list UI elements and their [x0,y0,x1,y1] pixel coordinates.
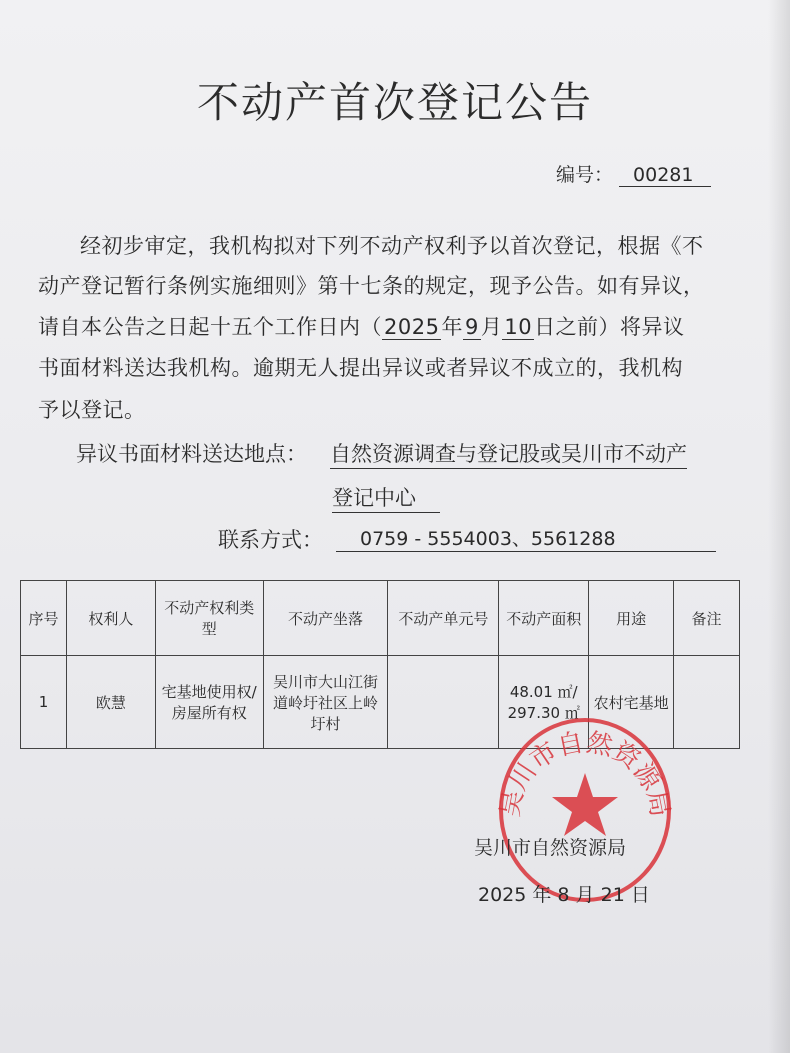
header-unit-no: 不动产单元号 [388,581,499,656]
table-header-row [21,581,740,656]
cell-right-type: 宅基地使用权/房屋所有权 [155,656,263,749]
deadline-year: 2025 [384,315,440,339]
header-right-type: 不动产权利类型 [155,581,263,656]
cell-location: 吴川市大山江街道岭圩社区上岭圩村 [263,656,388,749]
body-line-5: 予以登记。 [38,398,146,422]
header-area: 不动产面积 [499,581,589,656]
issuer-name: 吴川市自然资源局 [474,837,627,859]
doc-number [556,160,711,187]
doc-number-value: 00281 [619,164,711,187]
notice-title: 不动产首次登记公告 [196,78,593,127]
deadline-day: 10 [504,315,533,339]
cell-use: 农村宅基地 [589,656,674,749]
body-line-3-pre: 请自本公告之日起十五个工作日内（ [38,315,382,339]
cell-no: 1 [21,656,67,749]
doc-number-label: 编号： [556,164,614,186]
objection-address-line-2: 登记中心 [332,482,440,513]
cell-remark [674,656,740,749]
year-char: 年 [441,315,463,339]
body-line-4: 书面材料送达我机构。逾期无人提出异议或者异议不成立的，我机构 [38,356,683,380]
deadline-month: 9 [464,315,479,339]
month-char: 月 [480,315,503,339]
body-line-1: 经初步审定，我机构拟对下列不动产权利予以首次登记，根据《不 [80,234,704,258]
body-line-3 [38,311,685,341]
header-use: 用途 [589,581,674,656]
seal-star-icon [552,773,618,836]
body-line-3-post: 日之前）将异议 [534,315,685,339]
header-holder: 权利人 [66,581,155,656]
header-remark: 备注 [674,581,740,656]
contact-label: 联系方式： [218,528,323,552]
issue-date: 2025 年 8 月 21 日 [478,884,650,906]
cell-unit-no [388,656,499,749]
header-no: 序号 [21,581,67,656]
seal-text: 吴川市自然资源局 [495,727,675,820]
body-line-2: 动产登记暂行条例实施细则》第十七条的规定，现予公告。如有异议， [38,274,705,298]
objection-address-label: 异议书面材料送达地点： [76,442,307,466]
contact-phone: 0759 - 5554003、5561288 [336,524,716,552]
cell-area: 48.01 ㎡/ 297.30 ㎡ [499,656,589,749]
header-location: 不动产坐落 [263,581,388,656]
cell-holder: 欧慧 [66,656,155,749]
official-seal-icon [495,715,675,905]
objection-address-line-1: 自然资源调查与登记股或吴川市不动产 [330,438,687,469]
page-edge-shadow [768,0,790,1053]
